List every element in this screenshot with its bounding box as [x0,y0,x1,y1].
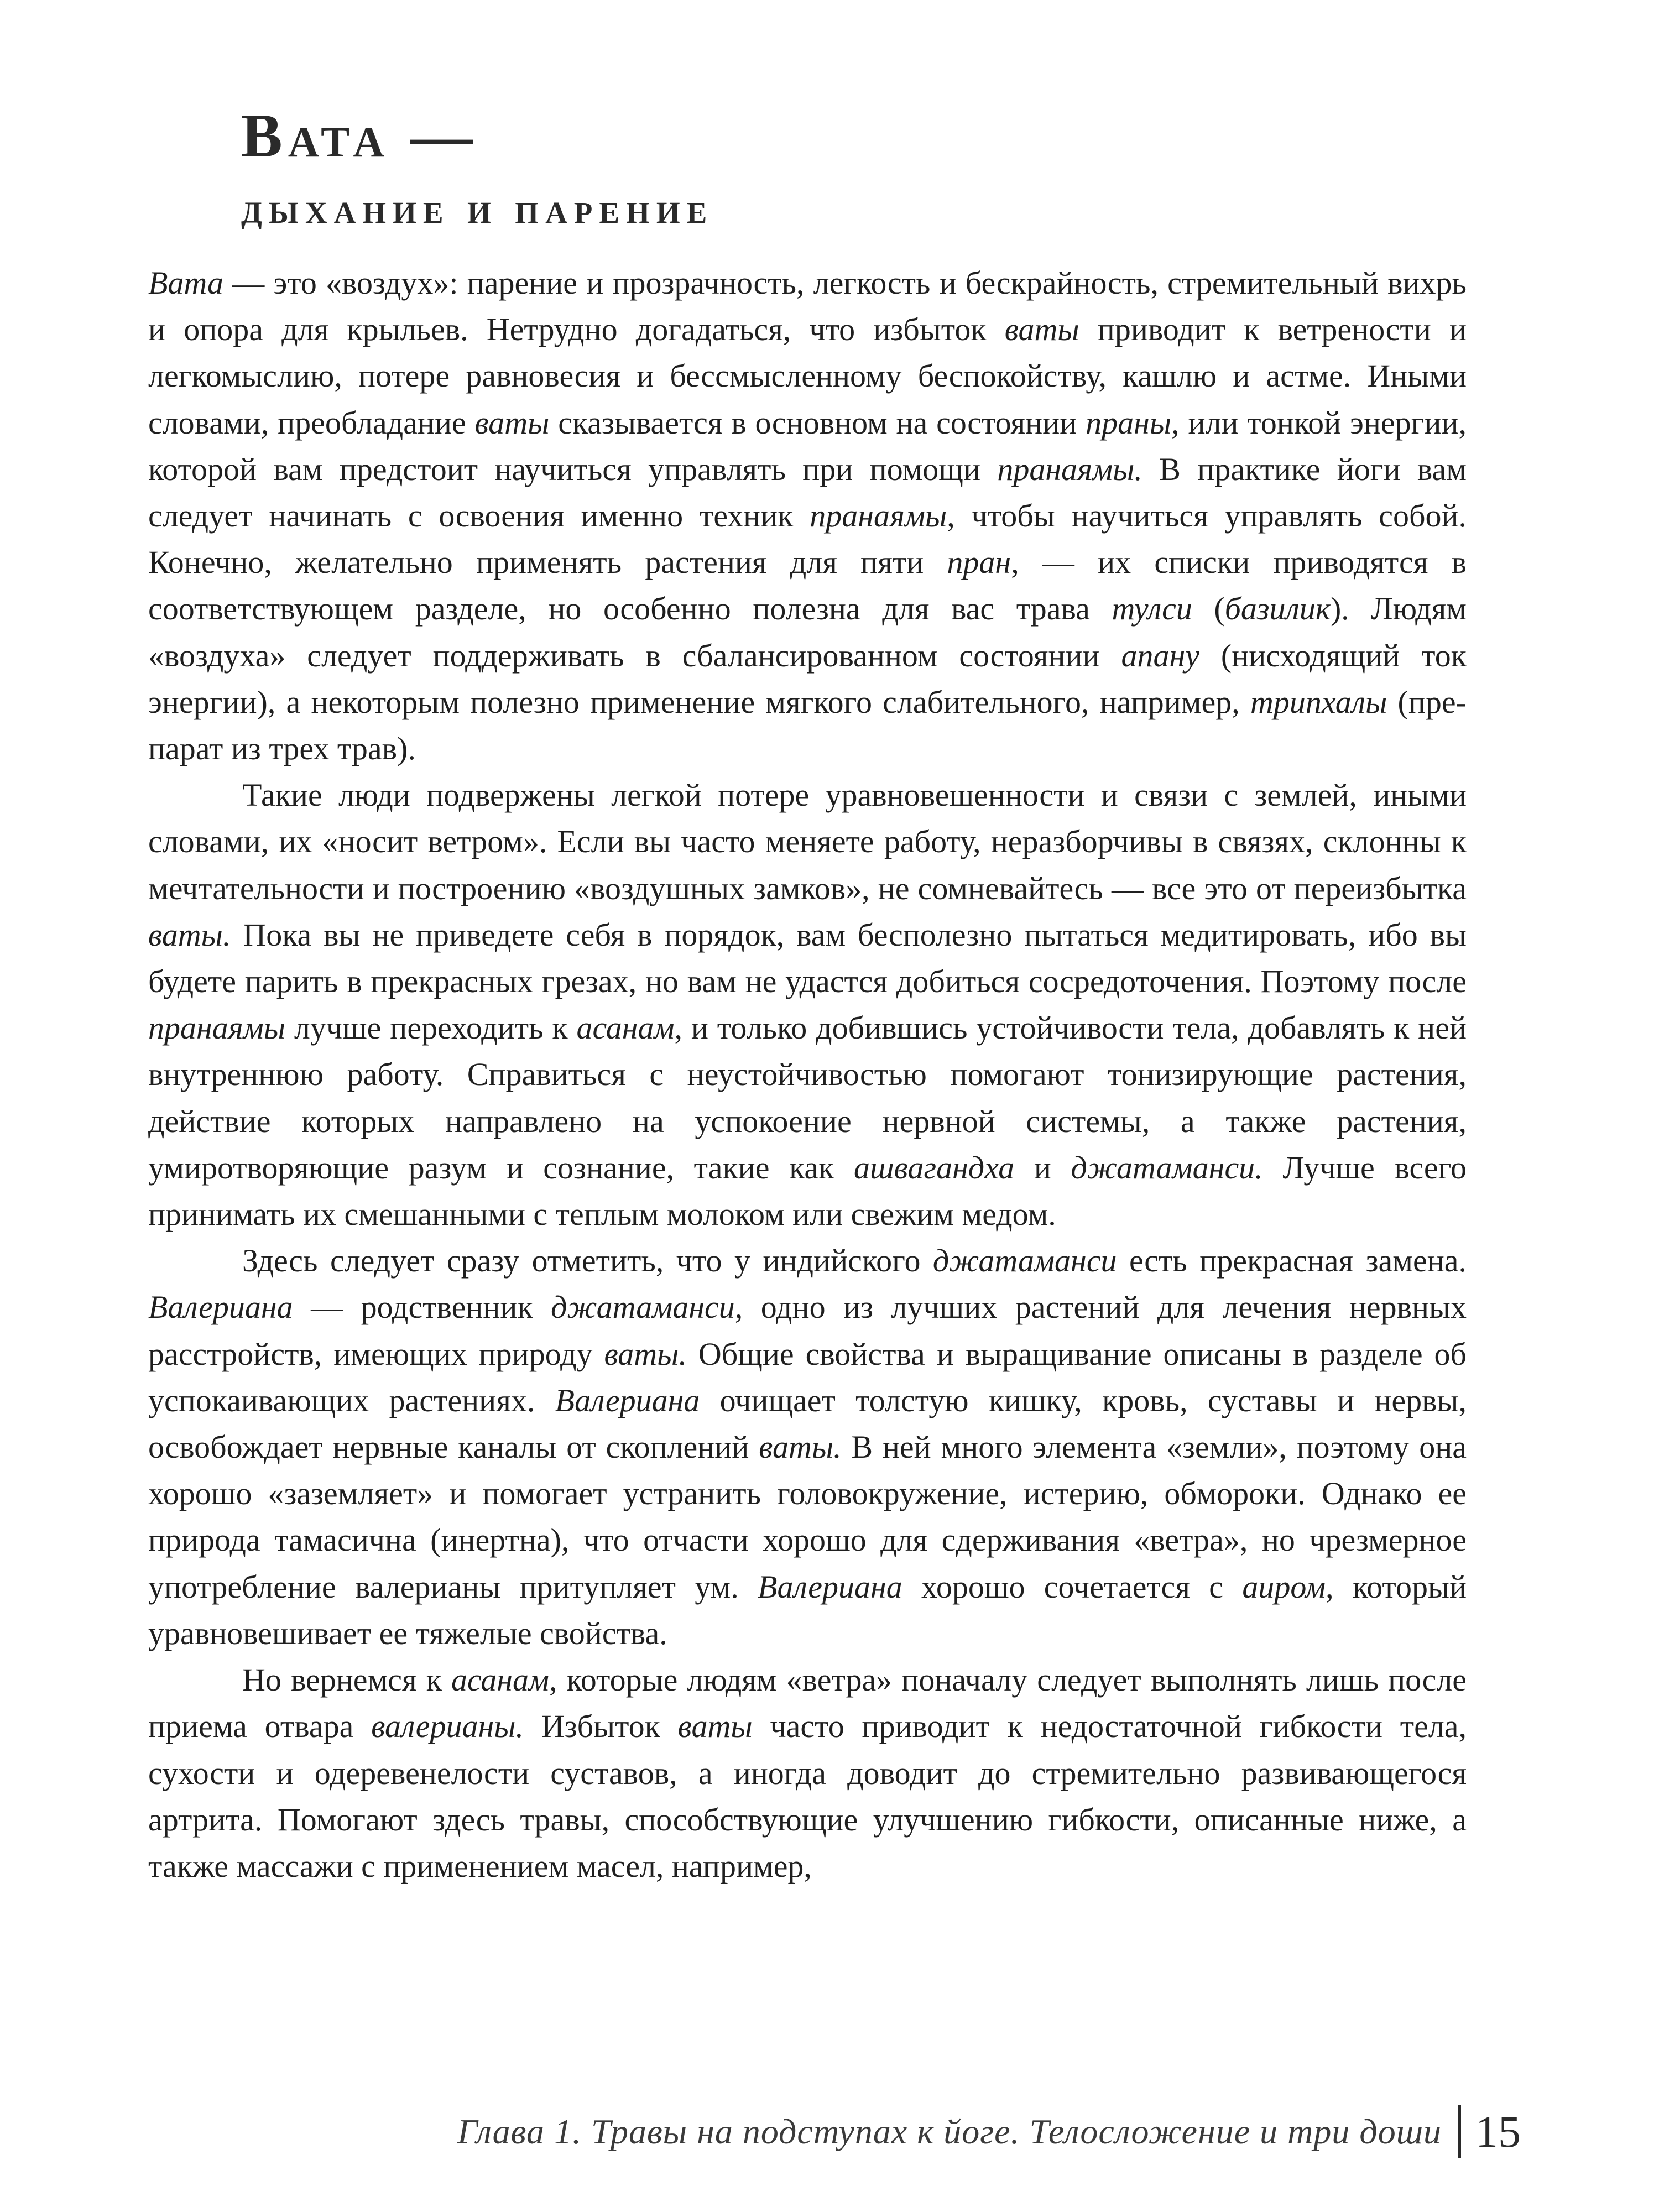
page-number: 15 [1475,2106,1521,2157]
footer-chapter-title: Глава 1. Травы на подступах к йоге. Телосложение и три доши [457,2112,1442,2151]
italic-term: ваты. [148,916,231,953]
italic-term: джатаманси [551,1289,735,1326]
text-run: Здесь следует сразу отметить, что у индийского [242,1243,933,1279]
text-run: , чтобы научиться управлять собой. Конечно, желательно применять растения для пяти [148,498,1467,581]
italic-term: ваты [1004,311,1079,348]
italic-term: Вата [148,265,224,301]
section-heading [241,102,1513,232]
italic-term: аиром [1242,1568,1326,1605]
italic-term: апану [1121,637,1200,674]
heading-line-1: Вата — [241,102,478,170]
text-run: сказывается в основном на состоянии [549,404,1086,441]
heading-line-2: дыхание и парение [241,184,714,232]
text-run: (нисходящий ток энергии), а некоторым полезно применение мягкого слабительного, например, [148,637,1467,720]
text-run: , который уравновешивает ее тяжелые свойства. [148,1568,1467,1651]
text-run: , или тонкой энергии, которой вам предстоит научиться управлять при помощи [148,404,1467,487]
text-run: Такие люди подвержены легкой потере уравновешенности и связи с землей, иными словами, их «носит ветром». Если вы часто меняете работу, неразборчивы в связях, склонны к мечтательности и построению «воздушных замков», не сомневайтесь — все это от переизбытка [148,777,1467,906]
text-run: Лучше всего принимать их смешанными с теплым молоком или свежим медом. [148,1149,1467,1233]
text-run: , одно из лучших растений для лечения нервных расстройств, имеющих природу [148,1289,1467,1372]
italic-term: Валериана [148,1289,293,1326]
text-run: есть прекрасная замена. [1117,1243,1467,1279]
italic-term: трипхалы [1250,684,1387,720]
text-run: Избыток [524,1708,678,1745]
footer-divider [1458,2105,1461,2158]
italic-term: ваты. [759,1429,842,1465]
text-run: лучше переходить к [285,1010,577,1046]
text-run: приводит к ветрености и легкомыслию, потере равновесия и бессмысленному беспокойству, кашлю и астме. Иными словами, преобладание [148,311,1467,441]
text-run: , — их списки приводятся в соответствующем разделе, но особенно полезна для вас трава [148,544,1467,627]
text-run: и [1014,1149,1071,1186]
text-run: В практике йоги вам следует начинать с освоения именно техник [148,451,1467,534]
text-run: очищает толстую кишку, кровь, суставы и нервы, освобождает нервные каналы от скоплений [148,1382,1467,1465]
italic-term: Валериана [758,1568,902,1605]
italic-term: ваты. [604,1335,687,1372]
italic-term: асанам [576,1010,675,1046]
italic-term: валерианы. [371,1708,524,1745]
body-paragraph [148,1238,1467,1657]
italic-term: джатаманси. [1071,1149,1263,1186]
body-paragraph [148,260,1467,772]
text-run: Но вернемся к [242,1662,451,1698]
text-run: Общие свойства и выращивание описаны в разделе об успокаивающих растениях. [148,1335,1467,1418]
italic-term: базилик [1224,591,1331,627]
text-run: Пока вы не приведете себя в порядок, вам бесполезно пытаться медитировать, ибо вы будете парить в прекрасных грезах, но вам не удастся добиться сосредоточения. Поэтому после [148,916,1467,1000]
text-run: ( [1192,591,1225,627]
text-run: часто приводит к недостаточной гибкости тела, сухости и одеревенелости суставов, а иногда доводит до стремительно развивающегося артрита. Помогают здесь травы, способствующие улучшению гибкости, описанные ниже, а также массажи с применением масел, например, [148,1708,1467,1884]
text-run: , которые людям «ветра» поначалу следует выполнять лишь после приема отвара [148,1662,1467,1745]
italic-term: джатаманси [932,1243,1117,1279]
running-footer [457,2101,1521,2162]
body-paragraph [148,772,1467,1238]
text-run: — это «воздух»: парение и прозрачность, легкость и бескрайность, стремительный вихрь и опора для крыльев. Нетрудно догадаться, что избыток [148,265,1467,348]
italic-term: пранаямы. [997,451,1142,487]
italic-term: ашвагандха [853,1149,1015,1186]
italic-term: тулси [1112,591,1192,627]
text-run: , и только добившись устойчивости тела, добавлять к ней внутреннюю работу. Справиться с неустойчивостью помогают тонизирующие растения, действие которых направлено на успокоение нервной системы, а также растения, умиротворяющие разум и сознание, такие как [148,1010,1467,1186]
italic-term: пранаямы [148,1010,286,1046]
text-run: — родственник [293,1289,551,1326]
text-run: хорошо сочетается с [902,1568,1243,1605]
italic-term: ваты [474,404,550,441]
text-run: ). Людям «воздуха» следует поддерживать в сбалансированном состоянии [148,591,1467,674]
italic-term: праны [1086,404,1172,441]
italic-term: пран [947,544,1011,581]
text-run: В ней много элемента «земли», поэтому она хорошо «заземляет» и помогает устранить головокружение, истерию, обмороки. Однако ее природа тамасична (инертна), что отчасти хорошо для сдерживания «ветра», но чрезмерное употребление валерианы притупляет ум. [148,1429,1467,1605]
body-paragraph [148,1657,1467,1890]
body-text [148,260,1467,1890]
text-run: (препарат из трех трав). [148,684,1467,767]
italic-term: Валериана [555,1382,700,1418]
italic-term: асанам [451,1662,549,1698]
italic-term: ваты [677,1708,753,1745]
italic-term: пранаямы [810,498,947,534]
